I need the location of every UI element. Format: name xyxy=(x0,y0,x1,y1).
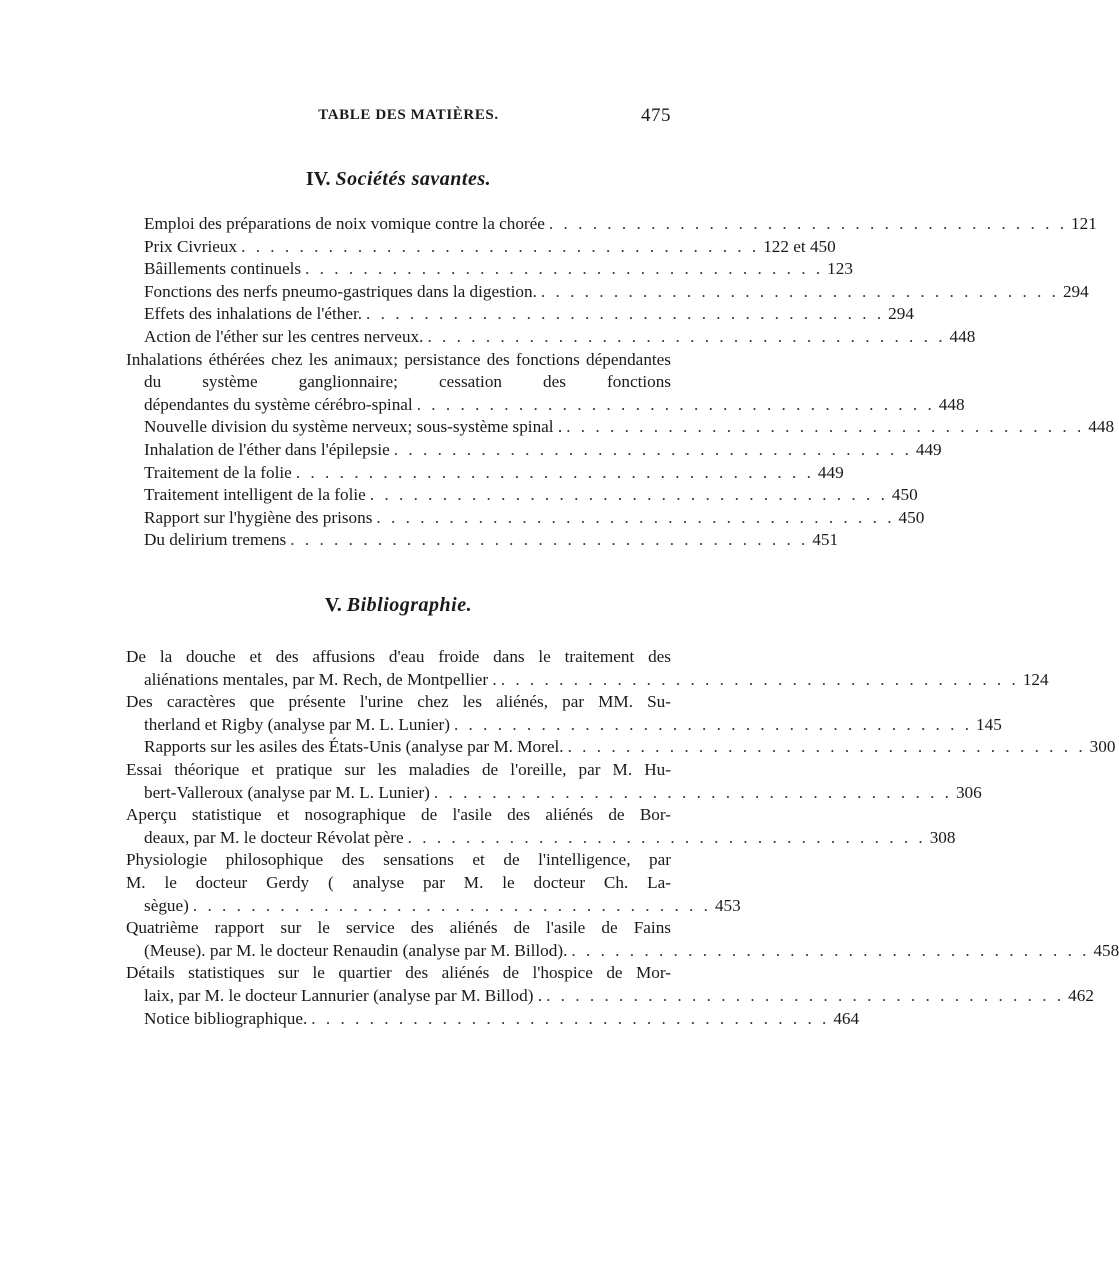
toc-entry xyxy=(126,529,839,552)
toc-entry xyxy=(126,804,956,849)
entry-text-line: M. le docteur Gerdy ( analyse par M. le docteur Ch. La- xyxy=(126,872,671,892)
entry-text: Nouvelle division du système nerveux; sous-système spinal . xyxy=(144,417,563,437)
entry-page: 448 xyxy=(949,326,976,346)
toc-entry xyxy=(126,646,1049,691)
entry-text: dépendantes du système cérébro-spinal xyxy=(144,394,413,414)
toc-entry xyxy=(126,258,853,281)
entry-text: therland et Rigby (analyse par M. L. Lunier) xyxy=(144,714,450,734)
dot-leader: . . . . . . . . . . . . . . . . . . . . . . . . . . . . . . . . . . . . xyxy=(427,326,946,346)
entry-page: 458 xyxy=(1093,940,1119,960)
entry-text-line: Inhalations éthérées chez les animaux; persistance des fonctions dépendantes du système ganglionnaire; cessation des fonctions xyxy=(126,349,671,392)
entry-page: 300 xyxy=(1089,737,1116,757)
toc-entry xyxy=(126,281,1089,304)
dot-leader: . . . . . . . . . . . . . . . . . . . . . . . . . . . . . . . . . . . . xyxy=(453,714,973,734)
entry-text: Fonctions des nerfs pneumo-gastriques dans la digestion. xyxy=(144,281,537,301)
entry-text: Traitement de la folie xyxy=(144,462,292,482)
entry-text: Prix Civrieux xyxy=(144,236,238,256)
entry-text: Rapport sur l'hygiène des prisons xyxy=(144,507,373,527)
dot-leader: . . . . . . . . . . . . . . . . . . . . . . . . . . . . . . . . . . . . xyxy=(567,737,1086,757)
running-title: TABLE DES MATIÈRES. xyxy=(318,107,499,123)
section-number: V. xyxy=(324,594,342,616)
toc-entry xyxy=(126,236,836,259)
toc-entry xyxy=(126,439,942,462)
entry-page: 448 xyxy=(938,394,965,414)
entry-text: Rapports sur les asiles des États-Unis (analyse par M. Morel. xyxy=(144,737,564,757)
entry-text-line: Essai théorique et pratique sur les maladies de l'oreille, par M. Hu- xyxy=(126,759,671,779)
section-title: Sociétés savantes. xyxy=(335,168,492,190)
toc-entry xyxy=(126,326,976,349)
section-heading-iv xyxy=(126,168,671,191)
entry-page: 448 xyxy=(1088,417,1115,437)
entry-page: 451 xyxy=(812,530,839,550)
entry-text: Action de l'éther sur les centres nerveux. xyxy=(144,326,424,346)
section-number: IV. xyxy=(305,168,331,190)
entry-page: 450 xyxy=(891,485,918,505)
entry-text: Du delirium tremens xyxy=(144,530,287,550)
entry-text-line: Quatrième rapport sur le service des aliénés de l'asile de Fains xyxy=(126,918,671,938)
dot-leader: . . . . . . . . . . . . . . . . . . . . . . . . . . . . . . . . . . . . xyxy=(540,281,1059,301)
toc-entry xyxy=(126,759,982,804)
dot-leader: . . . . . . . . . . . . . . . . . . . . . . . . . . . . . . . . . . . . xyxy=(241,236,760,256)
running-head xyxy=(126,107,671,129)
dot-leader: . . . . . . . . . . . . . . . . . . . . . . . . . . . . . . . . . . . . xyxy=(305,259,824,279)
entry-page: 123 xyxy=(827,259,853,279)
dot-leader: . . . . . . . . . . . . . . . . . . . . . . . . . . . . . . . . . . . . xyxy=(290,530,809,550)
entry-page: 308 xyxy=(929,827,956,847)
entry-text: Notice bibliographique. xyxy=(144,1008,308,1028)
entry-page: 294 xyxy=(888,304,914,324)
entry-text-line: Des caractères que présente l'urine chez les aliénés, par MM. Su- xyxy=(126,692,671,712)
toc-entry xyxy=(126,1008,860,1031)
toc-entry xyxy=(126,691,1002,736)
entry-text-line: Physiologie philosophique des sensations et de l'intelligence, par xyxy=(126,850,671,870)
entry-page: 449 xyxy=(817,462,844,482)
entry-page: 121 xyxy=(1071,214,1097,233)
entry-page: 122 et 450 xyxy=(763,236,836,256)
toc-entry xyxy=(126,213,1097,236)
dot-leader: . . . . . . . . . . . . . . . . . . . . . . . . . . . . . . . . . . . . xyxy=(369,485,888,505)
entry-text: Traitement intelligent de la folie xyxy=(144,485,366,505)
toc-entry xyxy=(126,849,741,917)
dot-leader: . . . . . . . . . . . . . . . . . . . . . . . . . . . . . . . . . . . . xyxy=(571,940,1090,960)
entry-text-line: De la douche et des affusions d'eau froide dans le traitement des xyxy=(126,647,671,666)
entry-text-line: Détails statistiques sur le quartier des aliénés de l'hospice de Mor- xyxy=(126,963,671,983)
entry-text: sègue) xyxy=(144,895,189,915)
dot-leader: . . . . . . . . . . . . . . . . . . . . . . . . . . . . . . . . . . . . xyxy=(192,895,711,915)
dot-leader: . . . . . . . . . . . . . . . . . . . . . . . . . . . . . . . . . . . . xyxy=(393,439,912,459)
page-number: 475 xyxy=(641,105,671,126)
entry-page: 462 xyxy=(1068,985,1094,1005)
dot-leader: . . . . . . . . . . . . . . . . . . . . . . . . . . . . . . . . . . . . xyxy=(500,669,1019,689)
dot-leader: . . . . . . . . . . . . . . . . . . . . . . . . . . . . . . . . . . . . xyxy=(295,462,814,482)
toc-entry xyxy=(126,917,1119,962)
entry-text: Effets des inhalations de l'éther. xyxy=(144,304,363,324)
entry-text: Bâillements continuels xyxy=(144,259,302,279)
entry-text: bert-Valleroux (analyse par M. L. Lunier) xyxy=(144,782,430,802)
toc-list-iv xyxy=(126,213,1115,552)
toc-entry xyxy=(126,303,914,326)
toc-list-v xyxy=(126,646,1119,1030)
dot-leader: . . . . . . . . . . . . . . . . . . . . . . . . . . . . . . . . . . . . xyxy=(433,782,952,802)
dot-leader: . . . . . . . . . . . . . . . . . . . . . . . . . . . . . . . . . . . . xyxy=(546,985,1065,1005)
entry-page: 294 xyxy=(1062,281,1089,301)
entry-page: 453 xyxy=(714,895,741,915)
dot-leader: . . . . . . . . . . . . . . . . . . . . . . . . . . . . . . . . . . . . xyxy=(548,214,1067,233)
entry-page: 306 xyxy=(955,782,982,802)
section-title: Bibliographie. xyxy=(346,594,473,616)
toc-entry xyxy=(126,462,844,485)
entry-text: deaux, par M. le docteur Révolat père xyxy=(144,827,404,847)
entry-text-line: Aperçu statistique et nosographique de l'asile des aliénés de Bor- xyxy=(126,805,671,825)
toc-entry xyxy=(126,507,925,530)
dot-leader: . . . . . . . . . . . . . . . . . . . . . . . . . . . . . . . . . . . . xyxy=(366,304,885,324)
toc-entry xyxy=(126,349,965,417)
toc-entry xyxy=(126,416,1115,439)
toc-entry xyxy=(126,484,918,507)
entry-text: Emploi des préparations de noix vomique contre la chorée xyxy=(144,214,545,233)
dot-leader: . . . . . . . . . . . . . . . . . . . . . . . . . . . . . . . . . . . . xyxy=(566,417,1085,437)
dot-leader: . . . . . . . . . . . . . . . . . . . . . . . . . . . . . . . . . . . . xyxy=(311,1008,830,1028)
toc-entry xyxy=(126,736,1116,759)
entry-text: aliénations mentales, par M. Rech, de Montpellier . xyxy=(144,669,497,689)
entry-page: 124 xyxy=(1022,669,1049,689)
dot-leader: . . . . . . . . . . . . . . . . . . . . . . . . . . . . . . . . . . . . xyxy=(376,507,895,527)
entry-text: Inhalation de l'éther dans l'épilepsie xyxy=(144,439,390,459)
dot-leader: . . . . . . . . . . . . . . . . . . . . . . . . . . . . . . . . . . . . xyxy=(407,827,926,847)
entry-page: 450 xyxy=(898,507,925,527)
dot-leader: . . . . . . . . . . . . . . . . . . . . . . . . . . . . . . . . . . . . xyxy=(416,394,935,414)
entry-page: 464 xyxy=(833,1008,860,1028)
toc-entry xyxy=(126,962,1094,1007)
entry-page: 145 xyxy=(976,714,1002,734)
section-heading-v xyxy=(126,594,671,617)
entry-text: laix, par M. le docteur Lannurier (analyse par M. Billod) . xyxy=(144,985,543,1005)
entry-page: 449 xyxy=(915,439,942,459)
entry-text: (Meuse). par M. le docteur Renaudin (analyse par M. Billod). xyxy=(144,940,568,960)
